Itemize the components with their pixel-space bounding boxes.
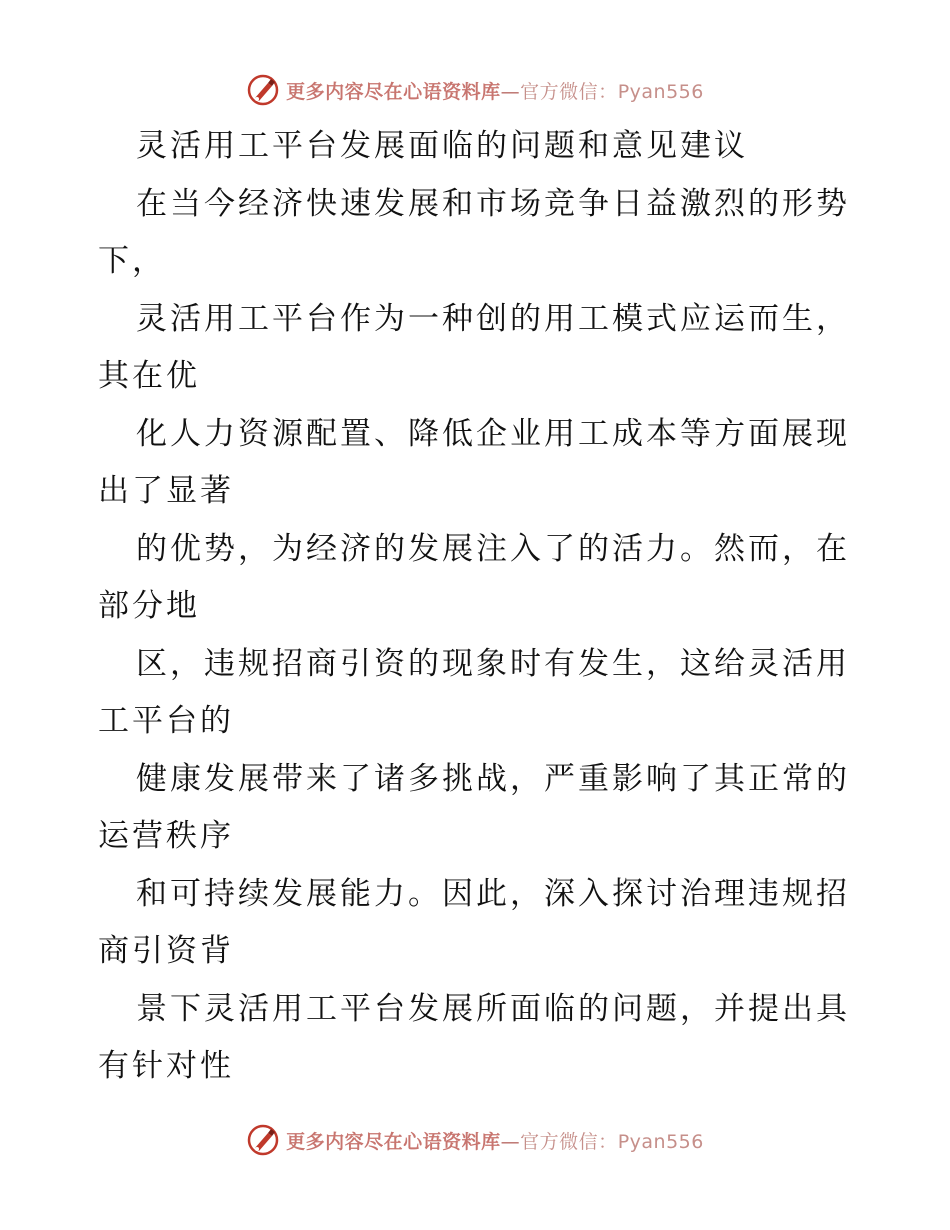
banner-text [286, 77, 704, 104]
document-line: 区，违规招商引资的现象时有发生，这给灵活用 [136, 645, 850, 682]
banner-label: 官方微信： [520, 80, 618, 103]
banner-contact: Pyan556 [617, 80, 704, 103]
banner-contact: Pyan556 [617, 1130, 704, 1153]
document-line: 的优势，为经济的发展注入了的活力。然而，在 [136, 530, 850, 567]
banner-text [286, 1127, 704, 1154]
document-line: 运营秩序 [98, 818, 234, 854]
document-line: 健康发展带来了诸多挑战，严重影响了其正常的 [136, 760, 850, 797]
document-line: 在当今经济快速发展和市场竞争日益激烈的形势 [136, 185, 850, 222]
document-line: 化人力资源配置、降低企业用工成本等方面展现 [136, 415, 850, 452]
document-line: 工平台的 [98, 703, 234, 739]
document-line: 和可持续发展能力。因此，深入探讨治理违规招 [136, 875, 850, 912]
document-line: 景下灵活用工平台发展所面临的问题，并提出具 [136, 990, 850, 1027]
document-title: 灵活用工平台发展面临的问题和意见建议 [136, 128, 748, 164]
document-line: 商引资背 [98, 933, 234, 969]
document-line: 其在优 [98, 358, 200, 394]
header-watermark-banner [0, 70, 950, 110]
banner-dash: — [500, 80, 521, 103]
banner-main-text: 更多内容尽在心语资料库 [286, 80, 501, 103]
document-body [98, 118, 858, 1096]
banner-label: 官方微信： [520, 1130, 618, 1153]
document-line: 出了显著 [98, 473, 234, 509]
document-line: 有针对性 [98, 1048, 234, 1084]
document-line: 部分地 [98, 588, 200, 624]
document-line: 灵活用工平台作为一种创的用工模式应运而生， [136, 300, 850, 337]
footer-watermark-banner [0, 1120, 950, 1160]
pen-logo-icon [246, 1123, 280, 1157]
banner-main-text: 更多内容尽在心语资料库 [286, 1130, 501, 1153]
document-line: 下， [98, 243, 166, 279]
pen-logo-icon [246, 73, 280, 107]
banner-dash: — [500, 1130, 521, 1153]
